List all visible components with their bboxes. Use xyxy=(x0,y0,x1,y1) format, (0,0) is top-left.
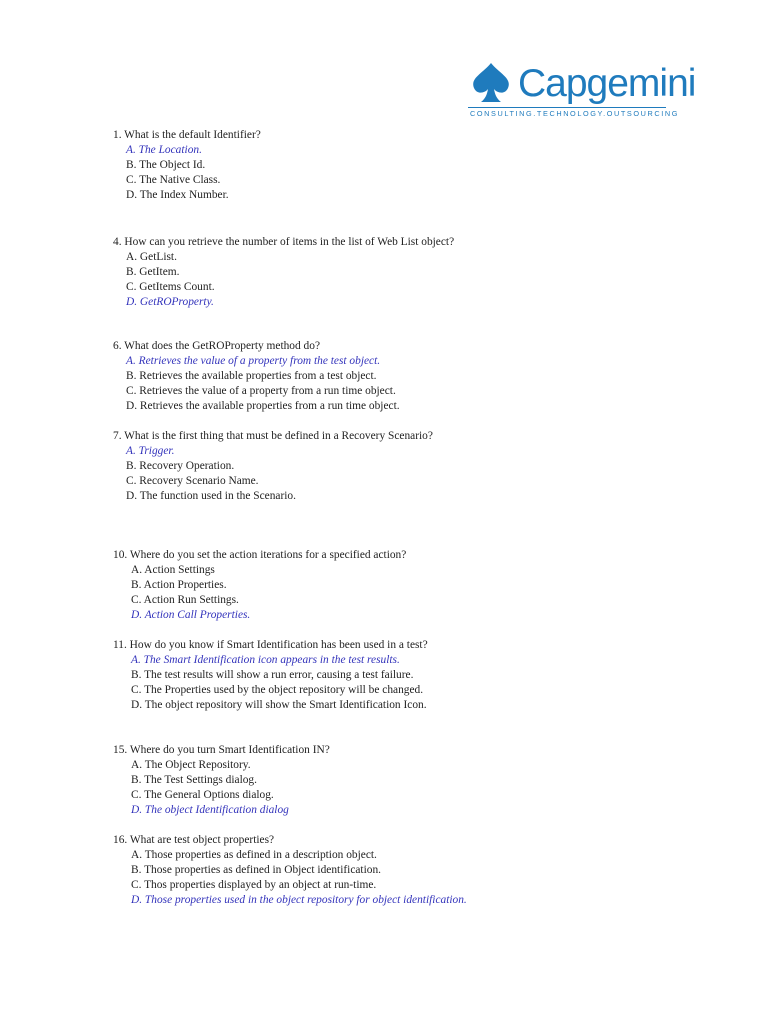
question-10 xyxy=(113,548,406,623)
answer-option: D. The Index Number. xyxy=(126,189,229,201)
logo-rule xyxy=(468,107,666,108)
correct-answer-option: D. The object Identification dialog xyxy=(131,804,289,816)
spade-icon xyxy=(468,60,514,106)
answer-option: B. The Test Settings dialog. xyxy=(131,774,257,786)
answer-option: C. Recovery Scenario Name. xyxy=(126,475,259,487)
answer-option: C. Retrieves the value of a property from a run time object. xyxy=(126,385,396,397)
correct-answer-option: A. Retrieves the value of a property from the test object. xyxy=(126,355,381,367)
question-1 xyxy=(113,128,261,203)
correct-answer-option: D. Those properties used in the object repository for object identification. xyxy=(131,894,467,906)
capgemini-logo xyxy=(468,60,696,120)
logo-tagline: CONSULTING.TECHNOLOGY.OUTSOURCING xyxy=(470,109,680,118)
answer-option: B. Those properties as defined in Object identification. xyxy=(131,864,381,876)
question-text: 7. What is the first thing that must be defined in a Recovery Scenario? xyxy=(113,430,433,442)
answer-option: A. Those properties as defined in a description object. xyxy=(131,849,377,861)
question-text: 16. What are test object properties? xyxy=(113,834,275,846)
correct-answer-option: A. The Location. xyxy=(126,144,202,156)
answer-option: B. Recovery Operation. xyxy=(126,460,235,472)
question-15 xyxy=(113,743,330,818)
answer-option: D. The object repository will show the Smart Identification Icon. xyxy=(131,699,427,711)
answer-option: B. The Object Id. xyxy=(126,159,206,171)
answer-option: C. The General Options dialog. xyxy=(131,789,274,801)
answer-option: C. Action Run Settings. xyxy=(131,594,239,606)
answer-option: C. GetItems Count. xyxy=(126,281,215,293)
answer-option: C. The Properties used by the object repository will be changed. xyxy=(131,684,424,696)
answer-option: B. Retrieves the available properties from a test object. xyxy=(126,370,377,382)
answer-option: C. Thos properties displayed by an object at run-time. xyxy=(131,879,377,891)
question-16 xyxy=(113,833,467,908)
question-text: 11. How do you know if Smart Identification has been used in a test? xyxy=(113,639,428,651)
question-text: 10. Where do you set the action iterations for a specified action? xyxy=(113,549,407,561)
correct-answer-option: A. Trigger. xyxy=(126,445,175,457)
answer-option: A. Action Settings xyxy=(131,564,215,576)
question-text: 4. How can you retrieve the number of items in the list of Web List object? xyxy=(113,236,455,248)
question-4 xyxy=(113,235,454,310)
answer-option: B. GetItem. xyxy=(126,266,180,278)
question-text: 1. What is the default Identifier? xyxy=(113,129,261,141)
answer-option: B. Action Properties. xyxy=(131,579,227,591)
question-text: 15. Where do you turn Smart Identification IN? xyxy=(113,744,330,756)
answer-option: B. The test results will show a run error, causing a test failure. xyxy=(131,669,414,681)
question-7 xyxy=(113,429,433,504)
answer-option: D. The function used in the Scenario. xyxy=(126,490,296,502)
question-6 xyxy=(113,339,400,414)
answer-option: A. The Object Repository. xyxy=(131,759,251,771)
answer-option: A. GetList. xyxy=(126,251,177,263)
question-text: 6. What does the GetROProperty method do? xyxy=(113,340,320,352)
correct-answer-option: A. The Smart Identification icon appears in the test results. xyxy=(131,654,400,666)
answer-option: D. Retrieves the available properties from a run time object. xyxy=(126,400,400,412)
logo-wordmark: Capgemini xyxy=(518,62,696,105)
answer-option: C. The Native Class. xyxy=(126,174,221,186)
question-11 xyxy=(113,638,428,713)
correct-answer-option: D. GetROProperty. xyxy=(126,296,214,308)
correct-answer-option: D. Action Call Properties. xyxy=(131,609,251,621)
